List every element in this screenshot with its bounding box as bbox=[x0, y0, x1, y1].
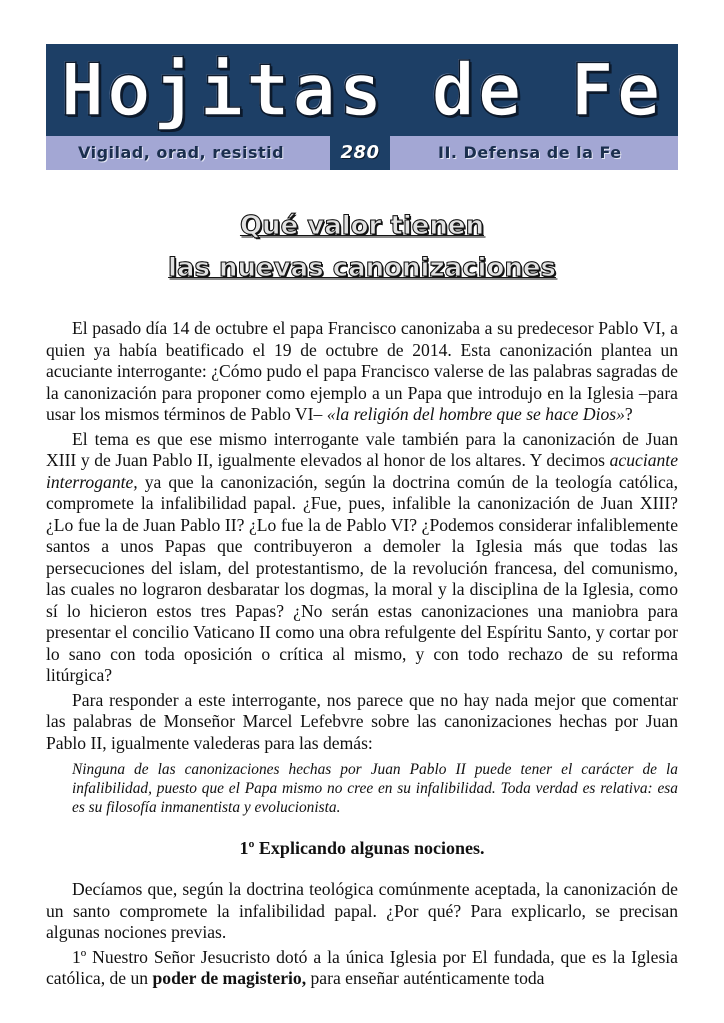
paragraph-2-emphasis: acuciante interrogante, bbox=[46, 450, 678, 492]
paragraph-2-end: ya que la canonización, según la doctrina común de la teología católica, compromete la infalibilidad papal. ¿Fue, pues, infalible la canonización de Juan XIII? ¿Lo fue la de Juan Pablo II? ¿Lo fue la de Pablo VI? ¿Podemos considerar infaliblemente santos a unos Papas que contribuyeron a demoler la Iglesia más que todas las persecuciones del islam, del protestantismo, de la revolución francesa, del comunismo, las cuales no lograron desbaratar los dogmas, la moral y la disciplina de la Iglesia, como sí lo hicieron estos tres Papas? ¿No serán estas canonizaciones una maniobra para presentar el concilio Vaticano II como una obra refulgente del Espíritu Santo, y cortar por lo sano con toda oposición o crítica al mismo, y con todo rechazo de su reforma litúrgica? bbox=[46, 471, 678, 685]
masthead-subtitle-bar bbox=[46, 136, 678, 170]
paragraph-1-quote: «la religión del hombre que se hace Dios» bbox=[326, 404, 625, 424]
publication-motto: Vigilad, orad, resistid bbox=[78, 143, 285, 162]
paragraph-5-text: 1º Nuestro Señor Jesucristo dotó a la única Iglesia por El fundada, que es la Iglesia católica, de un bbox=[46, 946, 678, 988]
paragraph-5-end: para enseñar auténticamente toda bbox=[306, 968, 545, 988]
publication-title: Hojitas de Fe bbox=[60, 48, 664, 132]
article-title bbox=[46, 205, 678, 289]
paragraph-1 bbox=[46, 318, 678, 426]
paragraph-3: Para responder a este interrogante, nos parece que no hay nada mejor que comentar las palabras de Monseñor Marcel Lefebvre sobre las canonizaciones hechas por Juan Pablo II, igualmente valederas para las demás: bbox=[46, 689, 678, 753]
series-label: II. Defensa de la Fe bbox=[438, 143, 622, 162]
article-title-line-1: Qué valor tienen bbox=[239, 211, 485, 241]
section-heading: 1º Explicando algunas nociones. bbox=[239, 838, 485, 858]
issue-number: 280 bbox=[330, 136, 390, 170]
paragraph-2 bbox=[46, 429, 678, 687]
paragraph-1-text: El pasado día 14 de octubre el papa Francisco canonizaba a su predecesor Pablo VI, a quien ya había beatificado el 19 de octubre de 2014. Esta canonización plantea un acuciante interrogante: ¿Cómo pudo el papa Francisco valerse de las palabras sagradas de la canonización para proponer como ejemplo a un Papa que introdujo en la Iglesia –para usar los mismos términos de Pablo VI– bbox=[46, 318, 678, 424]
paragraph-2-text: El tema es que ese mismo interrogante vale también para la canonización de Juan XIII y de Juan Pablo II, igualmente elevados al honor de los altares. Y decimos bbox=[46, 428, 678, 470]
lefebvre-quote: Ninguna de las canonizaciones hechas por Juan Pablo II puede tener el carácter de la infalibilidad, puesto que el Papa mismo no cree en su infalibilidad. Toda verdad es relativa: esa es su filosofía inmanentista y evolucionista. bbox=[72, 761, 678, 816]
article-body bbox=[46, 318, 678, 990]
masthead-banner bbox=[46, 44, 678, 136]
masthead bbox=[46, 44, 678, 170]
article-title-line-2: las nuevas canonizaciones bbox=[168, 253, 556, 283]
paragraph-5 bbox=[46, 947, 678, 990]
paragraph-1-end: ? bbox=[624, 404, 633, 424]
paragraph-5-bold: poder de magisterio, bbox=[152, 968, 307, 988]
paragraph-4: Decíamos que, según la doctrina teológica comúnmente aceptada, la canonización de un santo compromete la infalibilidad papal. ¿Por qué? Para explicarlo, se precisan algunas nociones previas. bbox=[46, 879, 678, 942]
